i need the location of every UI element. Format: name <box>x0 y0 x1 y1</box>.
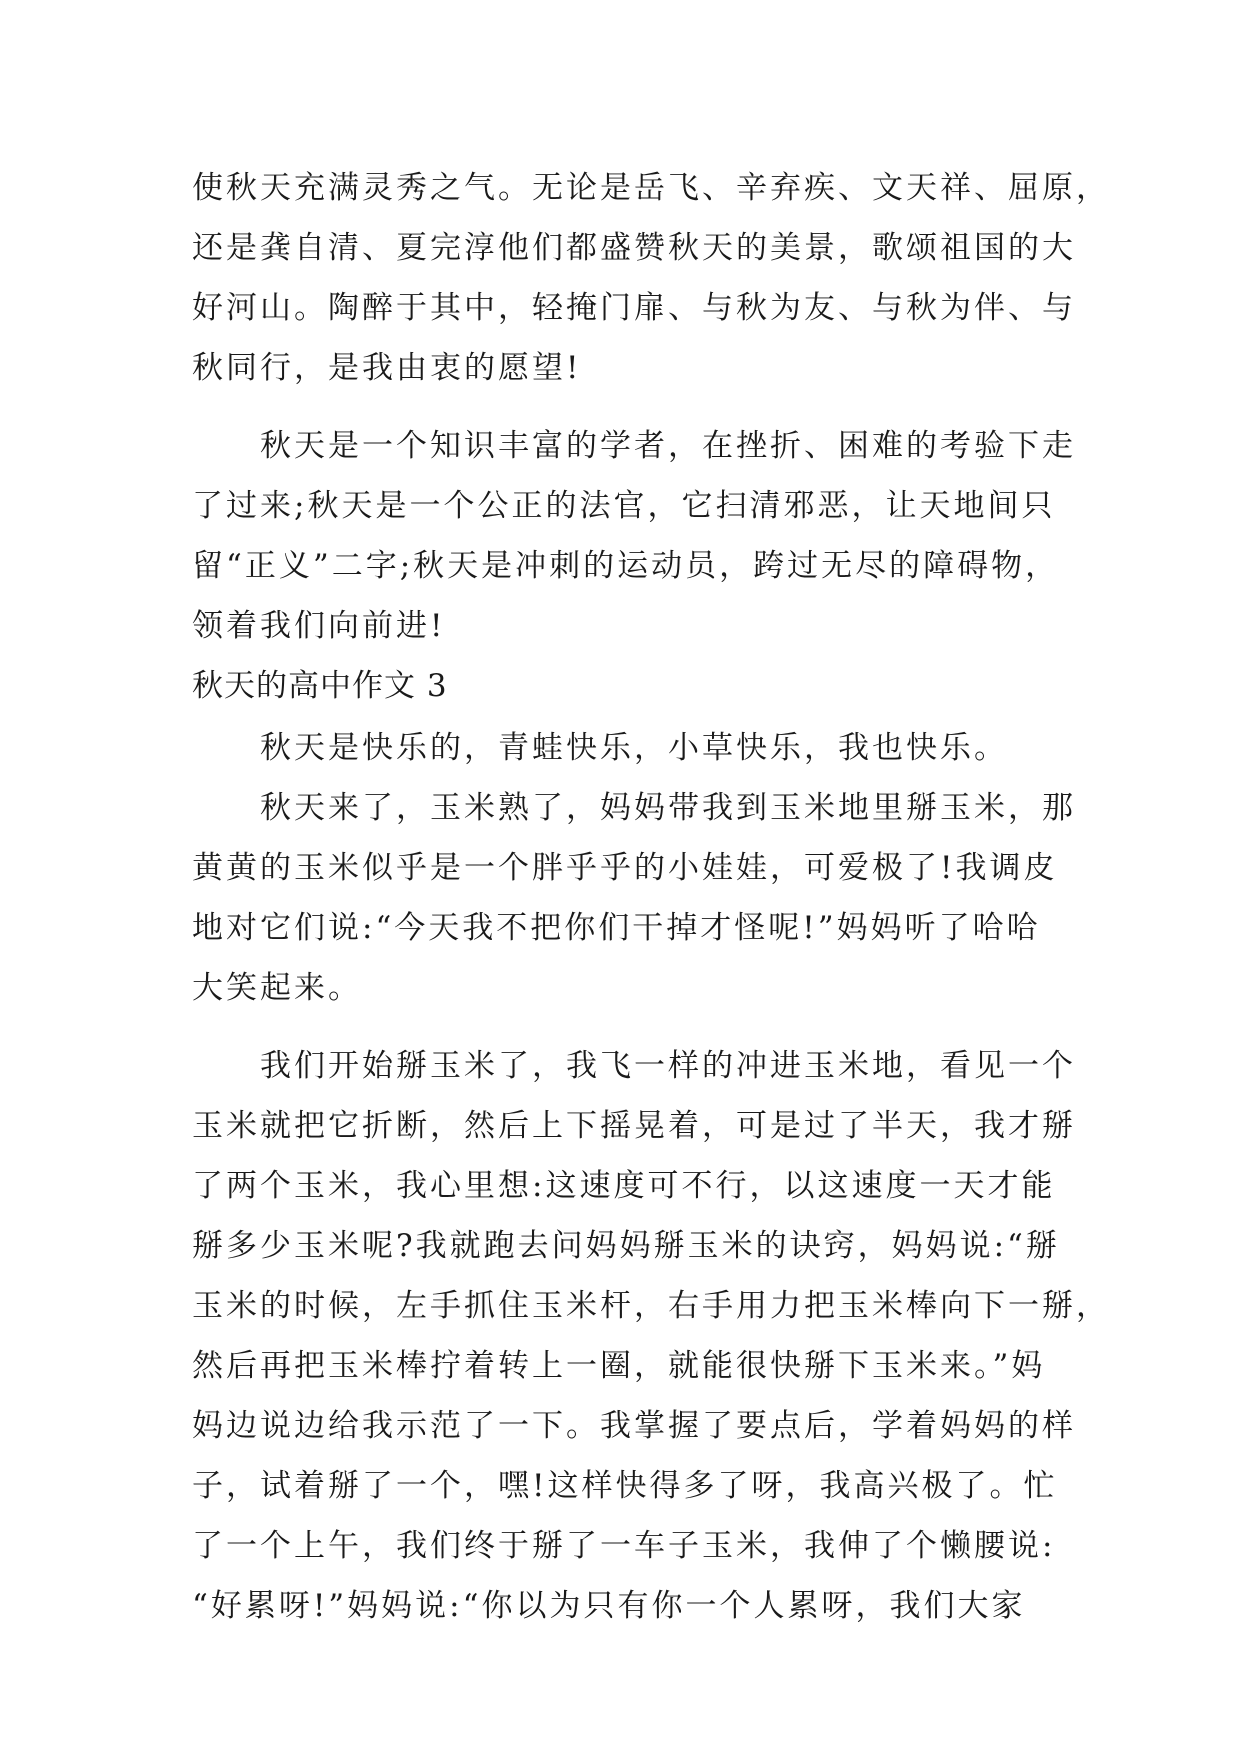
text-line: 妈边说边给我示范了一下。我掌握了要点后，学着妈妈的样 <box>192 1408 1076 1444</box>
paragraph-5 <box>192 1036 1110 1636</box>
text-line: 留“正义”二字;秋天是冲刺的运动员，跨过无尽的障碍物， <box>192 548 1060 584</box>
text-line: 秋天是快乐的，青蛙快乐，小草快乐，我也快乐。 <box>260 730 1008 766</box>
paragraph-2 <box>192 416 1076 656</box>
text-line: 玉米的时候，左手抓住玉米杆，右手用力把玉米棒向下一掰， <box>192 1288 1110 1324</box>
text-line: 了过来;秋天是一个公正的法官，它扫清邪恶，让天地间只 <box>192 488 1056 524</box>
paragraph-1 <box>192 158 1110 398</box>
text-line: 了两个玉米，我心里想:这速度可不行，以这速度一天才能 <box>192 1168 1056 1204</box>
text-line: 我们开始掰玉米了，我飞一样的冲进玉米地，看见一个 <box>260 1048 1076 1084</box>
text-line: 使秋天充满灵秀之气。无论是岳飞、辛弃疾、文天祥、屈原， <box>192 170 1110 206</box>
text-line: 领着我们向前进! <box>192 608 446 644</box>
text-line: 好河山。陶醉于其中，轻掩门扉、与秋为友、与秋为伴、与 <box>192 290 1076 326</box>
text-line: 大笑起来。 <box>192 970 362 1006</box>
text-line: 秋天来了，玉米熟了，妈妈带我到玉米地里掰玉米，那 <box>260 790 1076 826</box>
paragraph-3 <box>192 718 1062 778</box>
text-line: “好累呀!”妈妈说:“你以为只有你一个人累呀，我们大家 <box>192 1588 1026 1624</box>
text-line: 玉米就把它折断，然后上下摇晃着，可是过了半天，我才掰 <box>192 1108 1076 1144</box>
paragraph-4 <box>192 778 1076 1018</box>
text-line: 然后再把玉米棒拧着转上一圈，就能很快掰下玉米来。”妈 <box>192 1348 1046 1384</box>
text-line: 子，试着掰了一个，嘿!这样快得多了呀，我高兴极了。忙 <box>192 1468 1058 1504</box>
text-line: 秋同行，是我由衷的愿望! <box>192 350 582 386</box>
text-line: 地对它们说:“今天我不把你们干掉才怪呢!”妈妈听了哈哈 <box>192 910 1041 946</box>
text-line: 黄黄的玉米似乎是一个胖乎乎的小娃娃，可爱极了!我调皮 <box>192 850 1058 886</box>
text-line: 还是龚自清、夏完淳他们都盛赞秋天的美景，歌颂祖国的大 <box>192 230 1076 266</box>
document-page <box>192 158 1110 1636</box>
text-line: 了一个上午，我们终于掰了一车子玉米，我伸了个懒腰说: <box>192 1528 1056 1564</box>
text-line: 掰多少玉米呢?我就跑去问妈妈掰玉米的诀窍，妈妈说:“掰 <box>192 1228 1060 1264</box>
section-heading: 秋天的高中作文 3 <box>192 668 448 704</box>
text-line: 秋天是一个知识丰富的学者，在挫折、困难的考验下走 <box>260 428 1076 464</box>
